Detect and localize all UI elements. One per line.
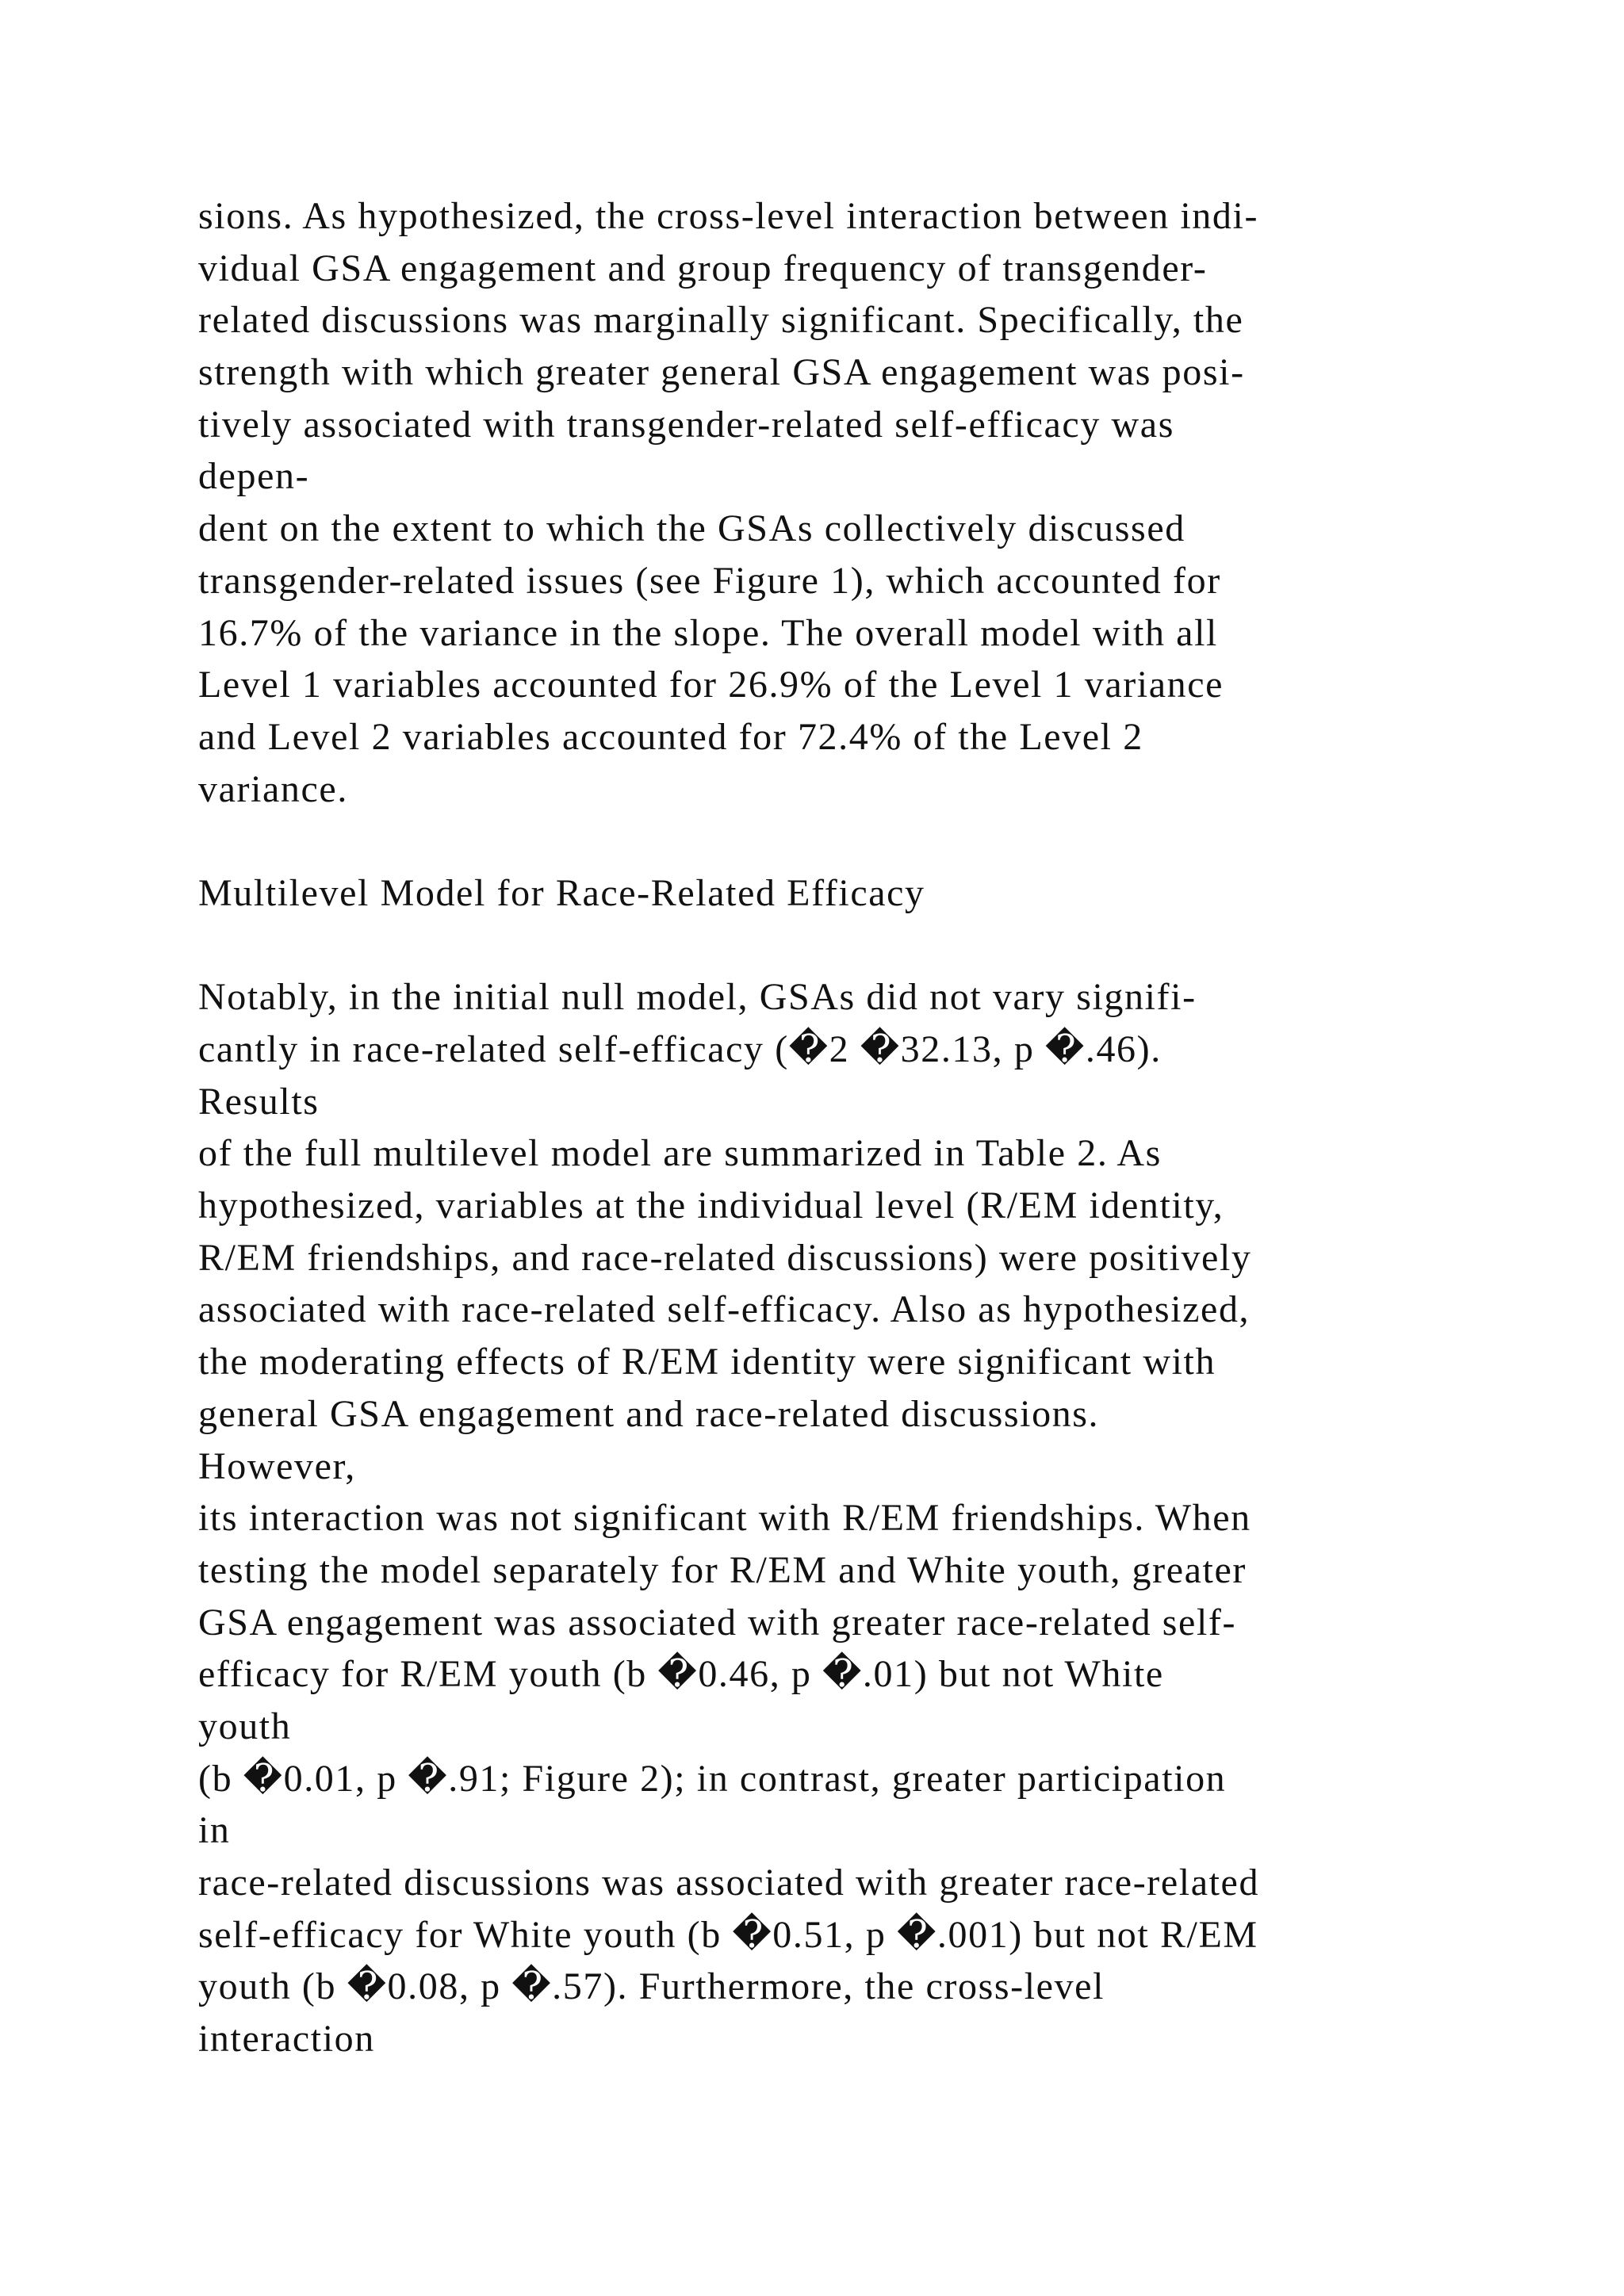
text-line: GSA engagement was associated with greater race-related self- (198, 1601, 1237, 1644)
text-line: dent on the extent to which the GSAs collectively discussed (198, 507, 1185, 550)
text-line: cantly in race-related self-efficacy (�2 �32.13, p �.46). (198, 1028, 1162, 1070)
text-line: Level 1 variables accounted for 26.9% of the Level 1 variance (198, 664, 1224, 706)
text-line: associated with race-related self-efficacy. Also as hypothesized, (198, 1288, 1251, 1331)
text-line: the moderating effects of R/EM identity were significant with (198, 1341, 1216, 1383)
text-line: R/EM friendships, and race-related discussions) were positively (198, 1236, 1252, 1279)
text-line: Notably, in the initial null model, GSAs did not vary signifi- (198, 976, 1197, 1019)
text-line: Results (198, 1080, 320, 1123)
text-line: tively associated with transgender-related self-efficacy was (198, 403, 1174, 446)
text-line: race-related discussions was associated with greater race-related (198, 1862, 1260, 1904)
text-line: efficacy for R/EM youth (b �0.46, p �.01) but not White (198, 1653, 1164, 1696)
text-line: of the full multilevel model are summarized in Table 2. As (198, 1132, 1162, 1175)
text-line: sions. As hypothesized, the cross-level interaction between indi- (198, 195, 1259, 237)
text-line: However, (198, 1445, 356, 1487)
text-line: its interaction was not significant with R/EM friendships. When (198, 1497, 1251, 1540)
text-line: hypothesized, variables at the individual level (R/EM identity, (198, 1184, 1224, 1227)
paragraph-gap (198, 815, 1594, 867)
text-line: related discussions was marginally significant. Specifically, the (198, 299, 1244, 342)
text-line: and Level 2 variables accounted for 72.4% of the Level 2 (198, 715, 1143, 758)
text-line: general GSA engagement and race-related discussions. (198, 1392, 1100, 1435)
text-line: self-efficacy for White youth (b �0.51, p �.001) but not R/EM (198, 1913, 1258, 1956)
body-text (198, 190, 1594, 2065)
text-line: 16.7% of the variance in the slope. The overall model with all (198, 611, 1218, 654)
text-line: strength with which greater general GSA engagement was posi- (198, 351, 1245, 394)
text-line: (b �0.01, p �.91; Figure 2); in contrast, greater participation (198, 1757, 1227, 1800)
text-line: in (198, 1809, 231, 1852)
section-heading: Multilevel Model for Race-Related Efficacy (198, 871, 925, 914)
text-line: depen- (198, 455, 310, 498)
text-line: testing the model separately for R/EM and White youth, greater (198, 1548, 1247, 1591)
text-line: vidual GSA engagement and group frequency of transgender- (198, 247, 1208, 289)
text-line: youth (b �0.08, p �.57). Furthermore, the cross-level (198, 1965, 1105, 2008)
text-line: variance. (198, 767, 348, 810)
text-line: transgender-related issues (see Figure 1), which accounted for (198, 559, 1221, 602)
text-line: youth (198, 1705, 292, 1747)
text-line: interaction (198, 2018, 375, 2061)
paragraph-gap (198, 920, 1594, 972)
